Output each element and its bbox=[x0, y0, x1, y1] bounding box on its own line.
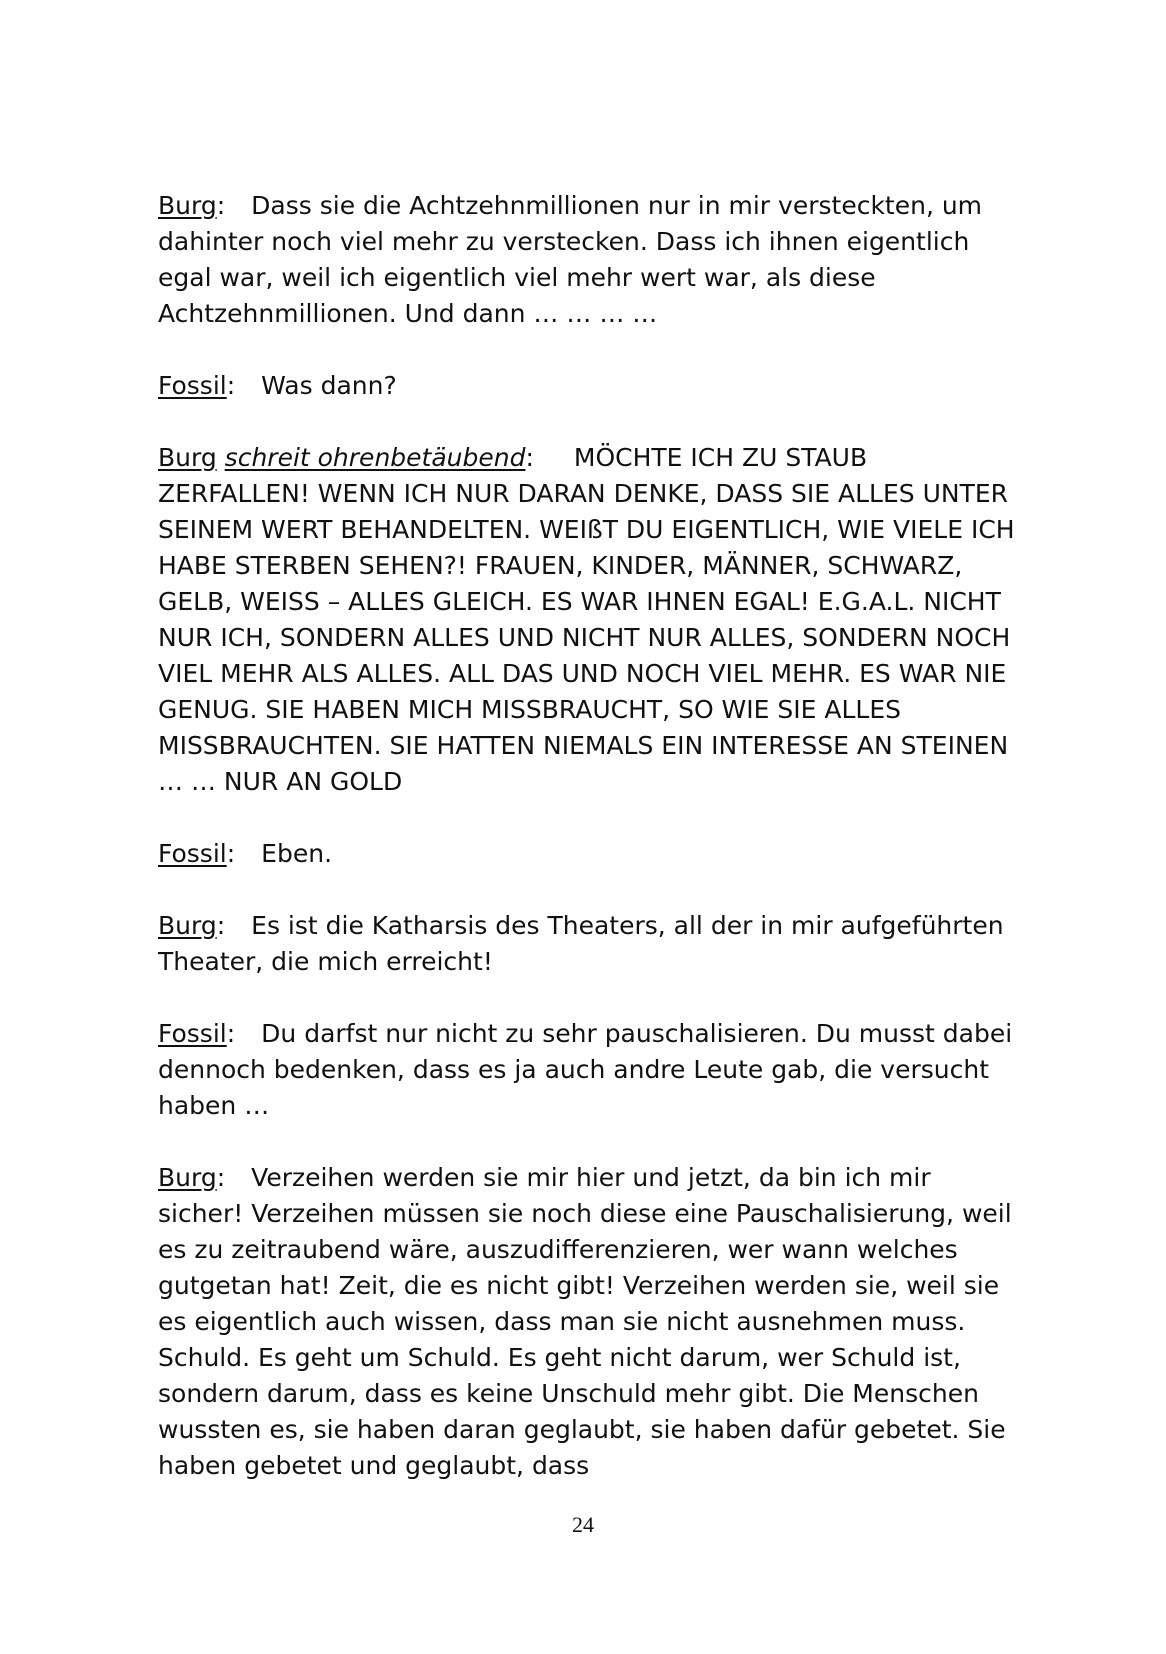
dialogue-block: Burg: Verzeihen werden sie mir hier und jetzt, da bin ich mir sicher! Verzeihen müssen sie noch diese eine Pauschalisierung, weil es zu zeitraubend wäre, auszudifferenzieren, wer wann welches gutgetan hat! Zeit, die es nicht gibt! Verzeihen werden sie, weil sie es eigentlich auch wissen, dass man sie nicht ausnehmen muss. Schuld. Es geht um Schuld. Es geht nicht darum, wer Schuld ist, sondern darum, dass es keine Unschuld mehr gibt. Die Menschen wussten es, sie haben daran geglaubt, sie haben dafür gebetet. Sie haben gebetet und geglaubt, dass bbox=[158, 1163, 1012, 1480]
dialogue-text: Dass sie die Achtzehnmillionen nur in mir versteckten, um dahinter noch viel mehr zu verstecken. Dass ich ihnen eigentlich egal war, weil ich eigentlich viel mehr wert war, als diese Achtzehnmillionen. Und dann … … … … bbox=[158, 191, 983, 328]
speaker-name: Burg bbox=[158, 1163, 217, 1192]
dialogue-text: Du darfst nur nicht zu sehr pauschalisieren. Du musst dabei dennoch bedenken, dass es ja auch andre Leute gab, die versucht haben … bbox=[158, 1019, 1013, 1120]
dialogue-block: Burg: Es ist die Katharsis des Theaters, all der in mir aufgeführten Theater, die mich erreicht! bbox=[158, 911, 1004, 976]
speaker-name: Burg bbox=[158, 911, 217, 940]
dialogue-text: Was dann? bbox=[261, 371, 397, 400]
stage-direction: schreit ohrenbetäubend bbox=[224, 443, 526, 472]
dialogue-block: Burg schreit ohrenbetäubend: MÖCHTE ICH ZU STAUB ZERFALLEN! WENN ICH NUR DARAN DENKE, DASS SIE ALLES UNTER SEINEM WERT BEHANDELTEN. WEIßT DU EIGENTLICH, WIE VIELE ICH HABE STERBEN SEHEN?! FRAUEN, KINDER, MÄNNER, SCHWARZ, GELB, WEISS – ALLES GLEICH. ES WAR IHNEN EGAL! E.G.A.L. NICHT NUR ICH, SONDERN ALLES UND NICHT NUR ALLES, SONDERN NOCH VIEL MEHR ALS ALLES. ALL DAS UND NOCH VIEL MEHR. ES WAR NIE GENUG. SIE HABEN MICH MISSBRAUCHT, SO WIE SIE ALLES MISSBRAUCHTEN. SIE HATTEN NIEMALS EIN INTERESSE AN STEINEN … … NUR AN GOLD bbox=[158, 443, 1015, 796]
dialogue-block: Fossil: Was dann? bbox=[158, 371, 397, 400]
page-number: 24 bbox=[572, 1512, 594, 1537]
dialogue-block: Burg: Dass sie die Achtzehnmillionen nur in mir versteckten, um dahinter noch viel mehr zu verstecken. Dass ich ihnen eigentlich egal war, weil ich eigentlich viel mehr wert war, als diese Achtzehnmillionen. Und dann … … … … bbox=[158, 191, 983, 328]
dialogue-text: Es ist die Katharsis des Theaters, all der in mir aufgeführten Theater, die mich erreicht! bbox=[158, 911, 1004, 976]
dialogue-block: Fossil: Eben. bbox=[158, 839, 333, 868]
speaker-name: Fossil bbox=[158, 1019, 227, 1048]
speaker-name: Fossil bbox=[158, 839, 227, 868]
dialogue-text: Eben. bbox=[261, 839, 333, 868]
dialogue-text: MÖCHTE ICH ZU STAUB ZERFALLEN! WENN ICH NUR DARAN DENKE, DASS SIE ALLES UNTER SEINEM WERT BEHANDELTEN. WEIßT DU EIGENTLICH, WIE VIELE ICH HABE STERBEN SEHEN?! FRAUEN, KINDER, MÄNNER, SCHWARZ, GELB, WEISS – ALLES GLEICH. ES WAR IHNEN EGAL! E.G.A.L. NICHT NUR ICH, SONDERN ALLES UND NICHT NUR ALLES, SONDERN NOCH VIEL MEHR ALS ALLES. ALL DAS UND NOCH VIEL MEHR. ES WAR NIE GENUG. SIE HABEN MICH MISSBRAUCHT, SO WIE SIE ALLES MISSBRAUCHTEN. SIE HATTEN NIEMALS EIN INTERESSE AN STEINEN … … NUR AN GOLD bbox=[158, 443, 1015, 796]
script-page bbox=[158, 188, 1018, 1520]
speaker-name: Burg bbox=[158, 443, 217, 472]
dialogue-block: Fossil: Du darfst nur nicht zu sehr pauschalisieren. Du musst dabei dennoch bedenken, dass es ja auch andre Leute gab, die versucht haben … bbox=[158, 1019, 1013, 1120]
speaker-name: Fossil bbox=[158, 371, 227, 400]
speaker-name: Burg bbox=[158, 191, 217, 220]
dialogue-text: Verzeihen werden sie mir hier und jetzt, da bin ich mir sicher! Verzeihen müssen sie noch diese eine Pauschalisierung, weil es zu zeitraubend wäre, auszudifferenzieren, wer wann welches gutgetan hat! Zeit, die es nicht gibt! Verzeihen werden sie, weil sie es eigentlich auch wissen, dass man sie nicht ausnehmen muss. Schuld. Es geht um Schuld. Es geht nicht darum, wer Schuld ist, sondern darum, dass es keine Unschuld mehr gibt. Die Menschen wussten es, sie haben daran geglaubt, sie haben dafür gebetet. Sie haben gebetet und geglaubt, dass bbox=[158, 1163, 1012, 1480]
